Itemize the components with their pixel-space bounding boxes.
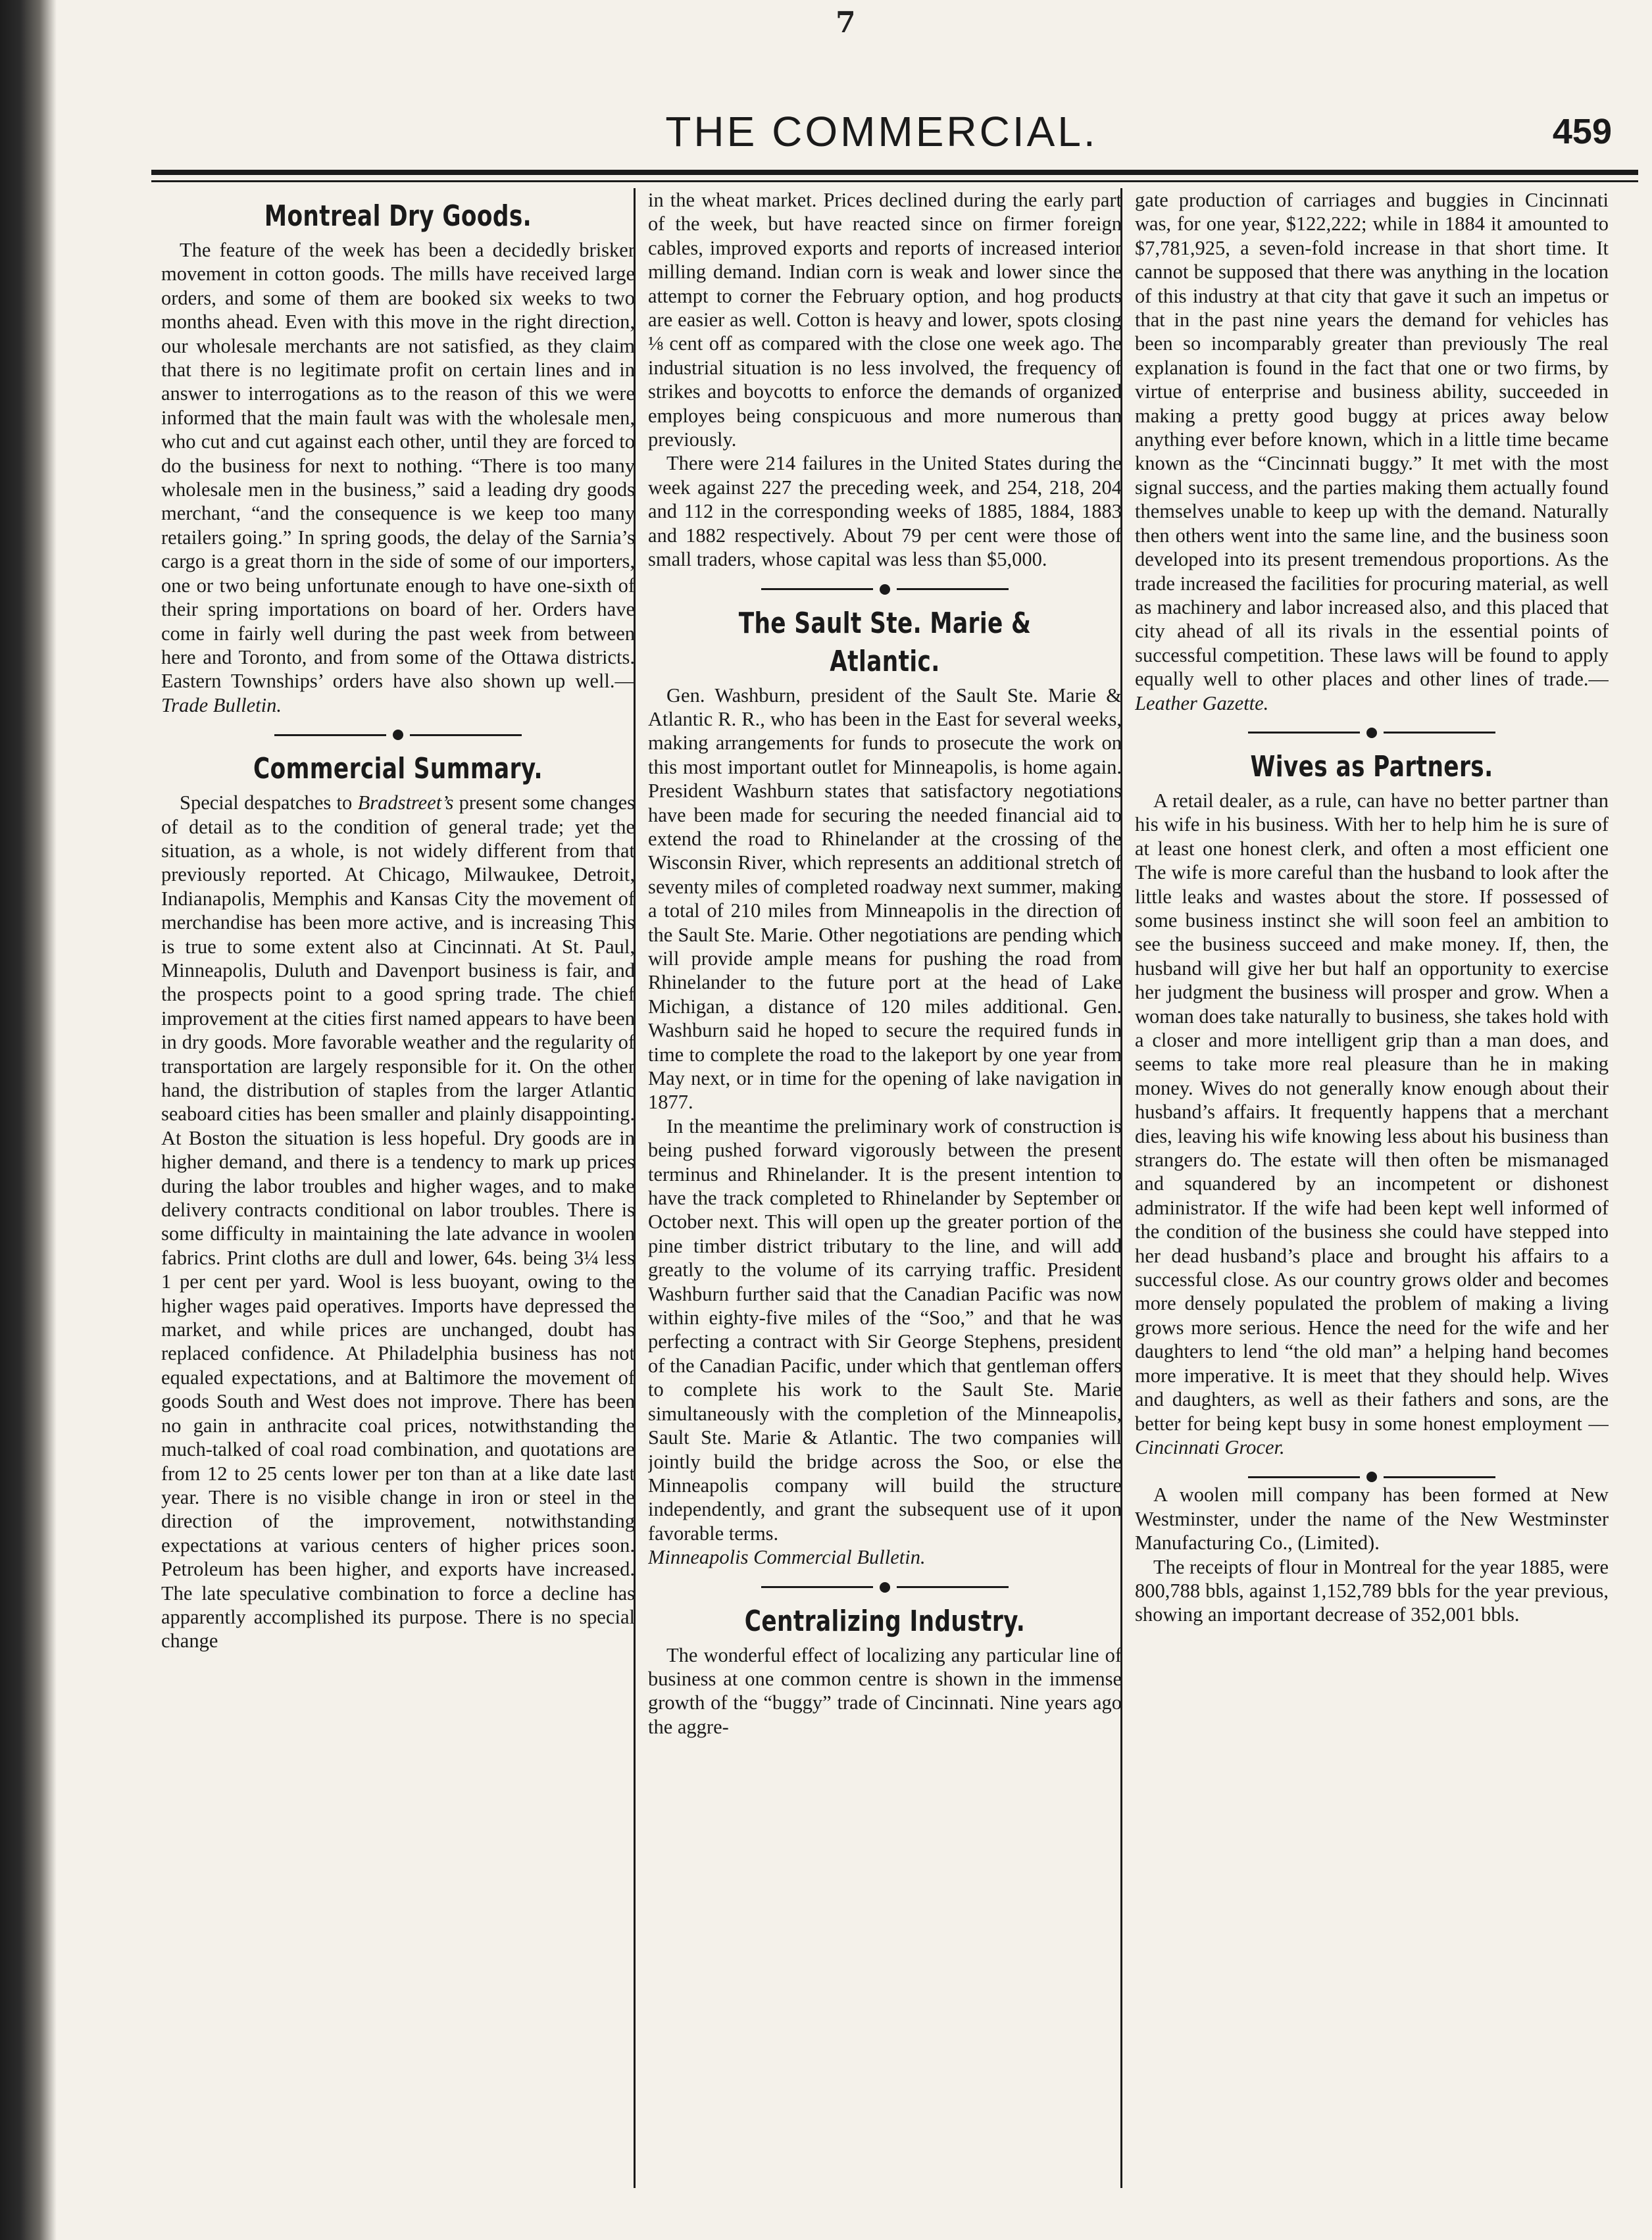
article-title: Wives as Partners.: [1250, 749, 1493, 784]
article-separator: [161, 721, 635, 741]
article-source: Cincinnati Grocer.: [1135, 1435, 1285, 1458]
article-paragraph: gate production of carriages and buggies in Cincinnati was, for one year, $122,222; while in 1884 it amounted to $7,781,925, a seven-fold increase in that short time. It cannot be supposed that there was anything in the location of this industry at that city that gave it such an impetus or that in the past nine years the demand for vehicles has been so incomparably greater than previously The real explanation is found in the fact that one or two firms, by virtue of enterprise and business ability, succeeded in making a pretty good buggy at prices away below anything ever before known, which in a little time became known as the “Cincinnati buggy.” It met with the most signal success, and the parties making them actually found themselves unable to keep up with the demand. Naturally then others went into the same line, and the business soon developed into its present tremendous proportions. As the trade increased the facilities for procuring material, as well as machinery and labor increased also, and this placed that city ahead of all its rivals in the essential points of successful competition. These laws will be found to apply equally well to other places and other lines of trade.—Leather Gazette.: [1135, 189, 1609, 714]
article-paragraph: The wonderful effect of localizing any particular line of business at one common centre is shown in the immense growth of the “buggy” trade of Cincinnati. Nine years ago the aggre-: [648, 1643, 1122, 1738]
article-paragraph: In the meantime the preliminary work of construction is being pushed forward vigorously between the present terminus and Rhinelander. It is the present intention to have the track completed to Rhinelander by September or October next. This will open up the greater portion of the pine timber district tributary to the line, and will add greatly to the volume of its carrying traffic. President Washburn further said that the Canadian Pacific was now within eighty-five miles of the “Soo,” and that he was perfecting a contract with Sir George Stephens, president of the Canadian Pacific, under which that gentleman offers to complete his work to the Sault Ste. Marie simultaneously with the completion of the Minneapolis, Sault Ste. Marie & Atlantic. The two companies will jointly build the bridge across the Soo, or else the Minneapolis company will build the structure independently, and grant the subsequent use of it upon favorable terms.: [648, 1114, 1122, 1545]
article-paragraph: A retail dealer, as a rule, can have no better partner than his wife in his business. With her to help him he is sure of at least one honest clerk, and often a most efficient one The wife is more careful than the husband to look after the little leaks and wastes about the store. If possessed of some business instinct she will soon feel an ambition to see the business succeed and make money. If, then, the husband will give her but half an opportunity to exercise her judgment the business will prosper and grow. When a woman does take naturally to business, she takes hold with a closer and more intelligent grip than a man does, and seems to take more real pleasure than he in making money. Wives do not generally know enough about their husband’s affairs. It frequently happens that a merchant dies, leaving his wife knowing less about his business than strangers do. The estate will then often be mismanaged and squandered by an incompetent or dishonest administrator. If the wife had been kept well informed of the condition of the business she could have stepped into her dead husband’s place and brought his affairs to a successful close. As our country grows older and becomes more densely populated the problem of making a living grows more serious. Hence the need for the wife and her daughters to lend “the old man” a helping hand becomes more imperative. It is meet that they should help. Wives and daughters, as well as their fathers and sons, are the better for being kept busy in some honest employment —Cincinnati Grocer.: [1135, 789, 1609, 1458]
binding-edge: [0, 0, 57, 2240]
article-separator: [648, 1574, 1122, 1593]
masthead-rule-thin: [151, 180, 1638, 182]
article-paragraph: The receipts of flour in Montreal for the year 1885, were 800,788 bbls, against 1,152,789 bbls for the year previous, showing an important decrease of 352,001 bbls.: [1135, 1555, 1609, 1626]
article-separator: [1135, 1463, 1609, 1483]
masthead-title: THE COMMERCIAL.: [665, 108, 1098, 155]
article-separator: [648, 576, 1122, 595]
article-paragraph: The feature of the week has been a decidedly brisker movement in cotton goods. The mills have received large orders, and some of them are booked six weeks to two months ahead. Even with this move in the right direction, our wholesale merchants are not satisfied, as they claim that there is no legitimate profit on certain lines and in answer to interrogations as to the reason of this we were informed that the main fault was with the wholesale men, who cut and cut against each other, until they are forced to do the business for next to nothing. “There is too many wholesale men in the business,” said a leading dry goods merchant, “and the consequence is we keep too many retailers going.” In spring goods, the delay of the Sarnia’s cargo is a great thorn in the side of some of our importers, one or two being unfortunate enough to have one-sixth of their spring importations on board of her. Orders have come in fairly well during the past week from between here and Toronto, and from some of the Ottawa districts. Eastern Townships’ orders have also shown up well.—Trade Bulletin.: [161, 239, 635, 716]
article-paragraph: in the wheat market. Prices declined during the early part of the week, but have reacted since on firmer foreign cables, improved exports and reports of increased interior milling demand. Indian corn is weak and lower since the attempt to corner the February option, and hog products are easier as well. Cotton is heavy and lower, spots closing ⅛ cent off as compared with the close one week ago. The industrial situation is no less involved, the frequency of strikes and boycotts to enforce the demands of organized employes being conspicuous and more numerous than previously.: [648, 189, 1122, 451]
masthead-rule: [151, 170, 1638, 175]
top-mark: 7: [836, 6, 856, 39]
article-paragraph: Gen. Washburn, president of the Sault Ste. Marie & Atlantic R. R., who has been in the East for several weeks, making arrangements for funds to prosecute the work on this most important outlet for Minneapolis, is home again. President Washburn states that satisfactory negotiations have been made for securing the needed financial aid to extend the road to Rhinelander at the crossing of the Wisconsin River, which represents an additional stretch of seventy miles of completed roadway next summer, making a total of 210 miles from Minneapolis in the direction of the Sault Ste. Marie. Other negotiations are pending which will provide ample means for pushing the road from Rhinelander to the future port at the head of Lake Michigan, a distance of 120 miles additional. Gen. Washburn said he hoped to secure the required funds in time to complete the road to the lakeport by one year from May next, or in time for the opening of lake navigation in 1877.: [648, 684, 1122, 1114]
column-2: [648, 188, 1122, 2195]
article-source: Minneapolis Commercial Bulletin.: [648, 1546, 926, 1569]
article-paragraph: There were 214 failures in the United States during the week against 227 the preceding week, and 254, 218, 204 and 112 in the corresponding weeks of 1885, 1884, 1883 and 1882 respectively. About 79 per cent were those of small traders, whose capital was less than $5,000.: [648, 452, 1122, 571]
page-number: 459: [1552, 112, 1612, 151]
article-paragraph: A woolen mill company has been formed at New Westminster, under the name of the New Westminster Manufacturing Co., (Limited).: [1135, 1483, 1609, 1555]
article-title: Commercial Summary.: [253, 752, 543, 786]
article-title: Montreal Dry Goods.: [264, 199, 532, 233]
column-3: [1135, 188, 1609, 2195]
column-1: [161, 188, 635, 2195]
article-source: Trade Bulletin.: [161, 693, 282, 716]
article-title: Centralizing Industry.: [744, 1604, 1026, 1638]
article-separator: [1135, 719, 1609, 739]
article-paragraph: Special despatches to Bradstreet’s present some changes of detail as to the condition of general trade; yet the situation, as a whole, is not widely different from that previously reported. At Chicago, Milwaukee, Detroit, Indianapolis, Memphis and Kansas City the movement of merchandise has been more active, and is increasing This is true to some extent also at Cincinnati. At St. Paul, Minneapolis, Duluth and Davenport business is fair, and the prospects point to a good spring trade. The chief improvement at the cities first named appears to have been in dry goods. More favorable weather and the regularity of transportation are largely responsible for it. On the other hand, the distribution of staples from the larger Atlantic seaboard cities has been smaller and plainly disappointing. At Boston the situation is less hopeful. Dry goods are in higher demand, and there is a tendency to mark up prices during the labor troubles and higher wages, and to make delivery contracts conditional on labor troubles. There is some difficulty in maintaining the late advance in woolen fabrics. Print cloths are dull and lower, 64s. being 3¼ less 1 per cent per yard. Wool is less buoyant, owing to the higher wages paid operatives. Imports have depressed the market, and while prices are unchanged, doubt has replaced confidence. At Philadelphia business has not equaled expectations, and at Baltimore the movement of goods South and West does not improve. There has been no gain in anthracite coal prices, notwithstanding the much-talked of coal road combination, and quotations are from 12 to 25 cents lower per ton than at a like date last year. There is no visible change in iron or steel in the direction of the improvement, notwithstanding expectations at various centers of higher prices soon. Petroleum has been higher, and exports have increased. The late speculative combination to force a decline has apparently accomplished its purpose. There is no special change: [161, 791, 635, 1653]
article-title: The Sault Ste. Marie & Atlantic.: [738, 606, 1032, 678]
article-source: Leather Gazette.: [1135, 691, 1269, 714]
